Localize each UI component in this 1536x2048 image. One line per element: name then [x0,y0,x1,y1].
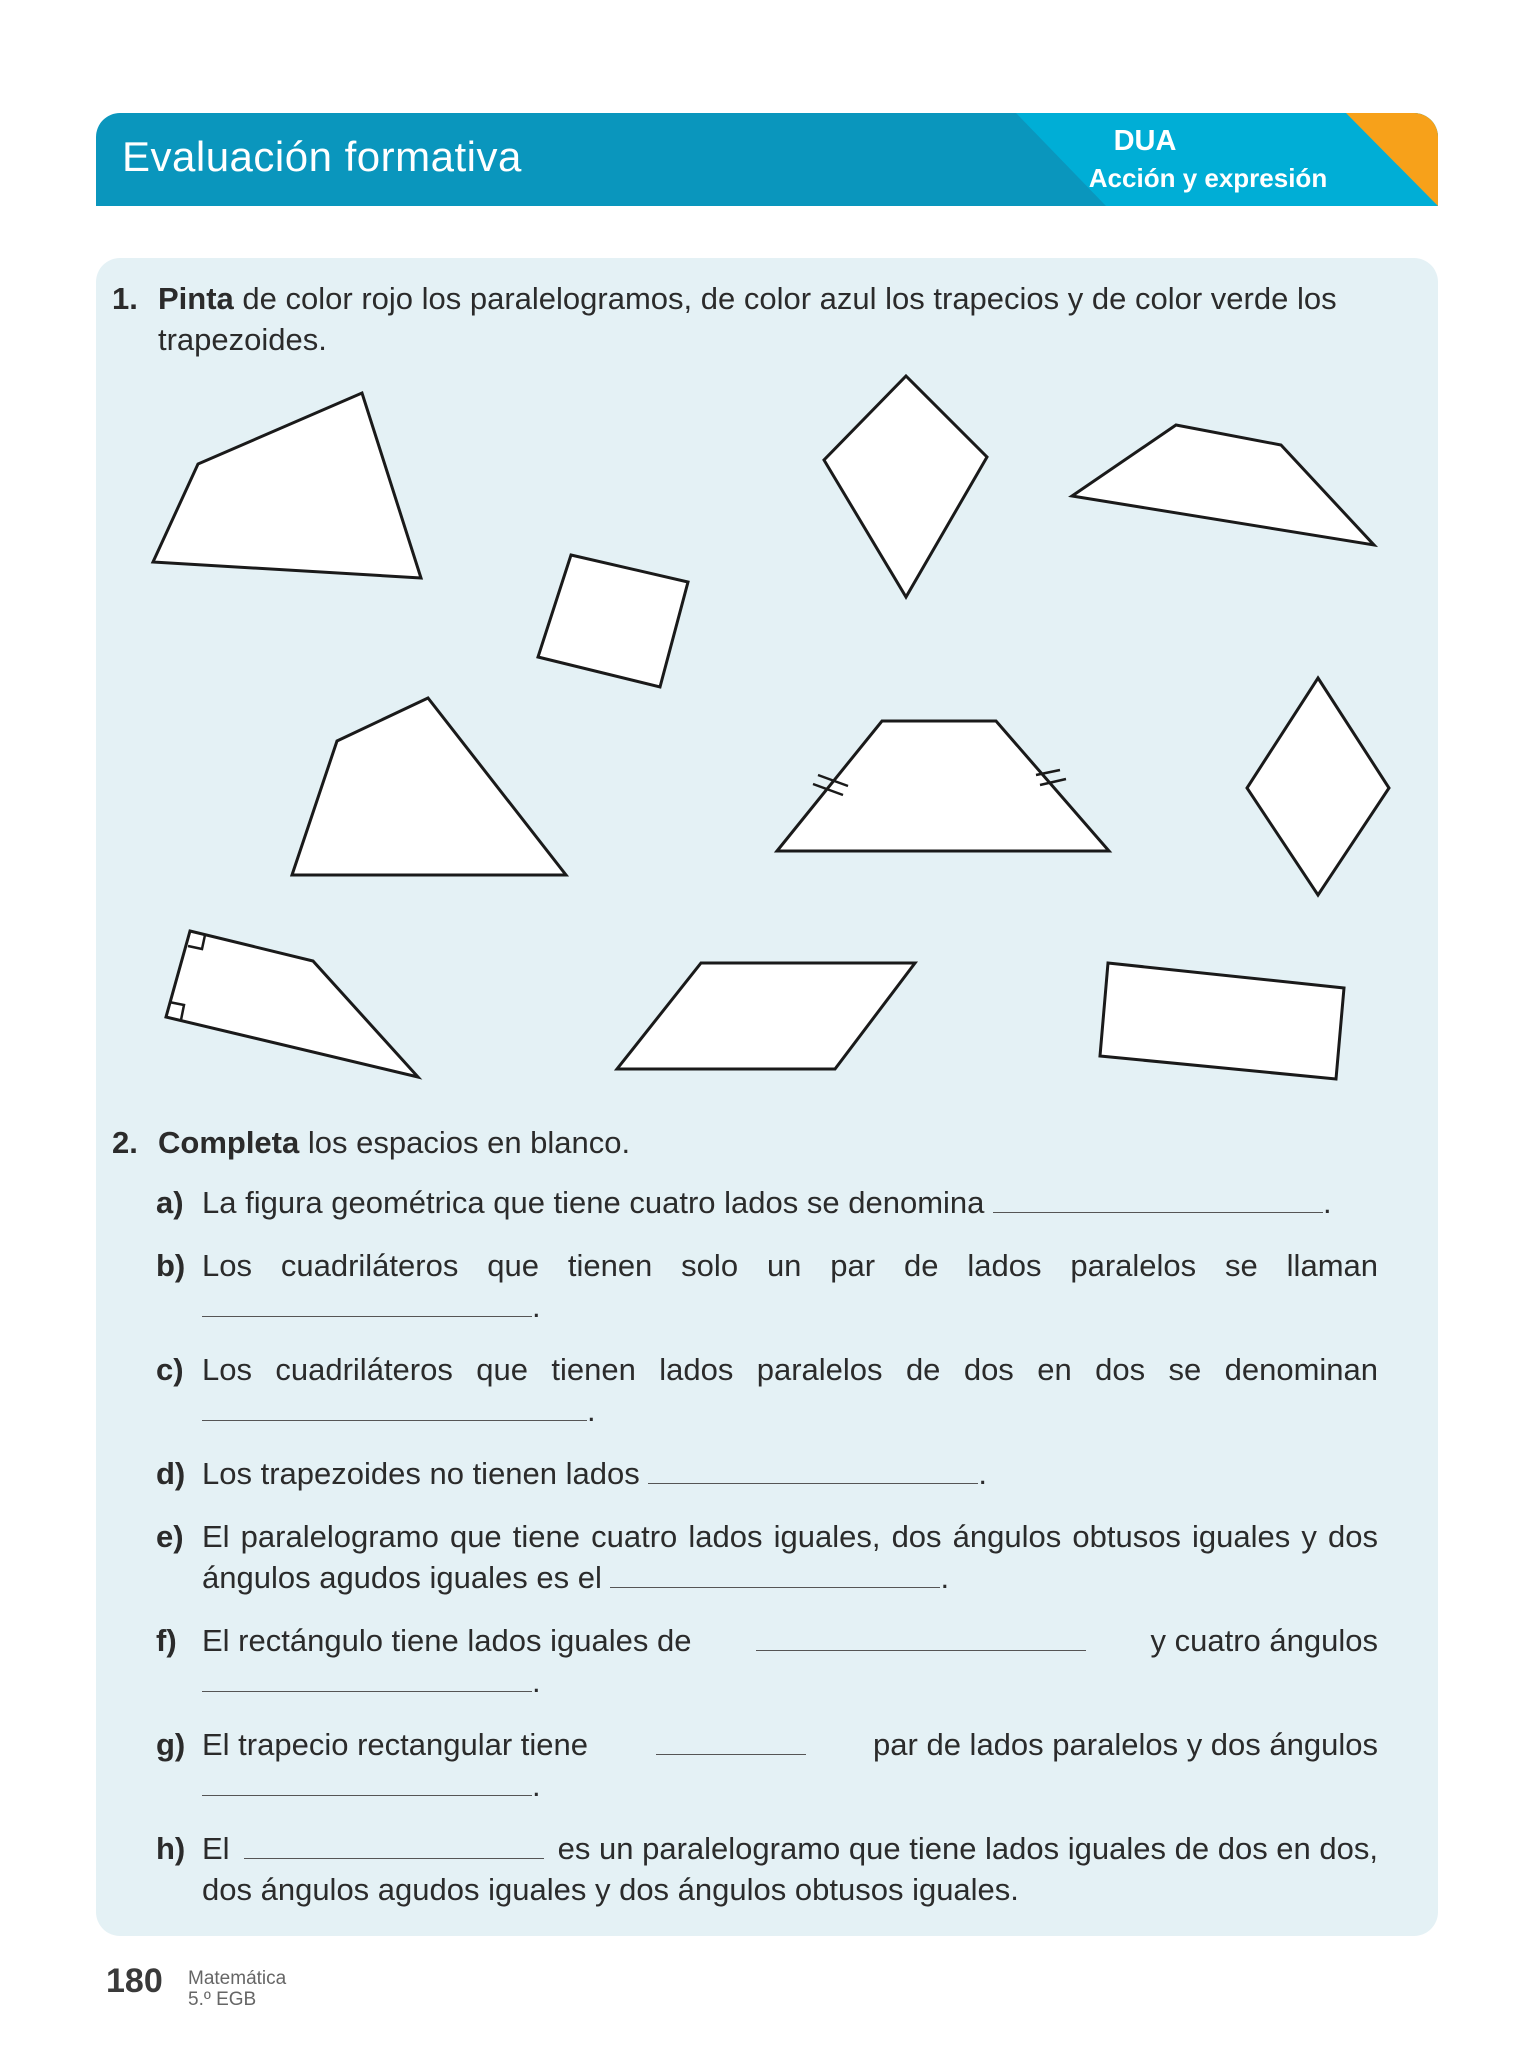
item-h-text-2: es un paralelogramo que tiene lados iguales de dos en dos, [557,1831,1378,1866]
answer-a-blank[interactable] [993,1182,1323,1213]
shape-parallelogram[interactable] [617,963,915,1069]
answer-f-blank-1[interactable] [756,1620,1086,1651]
answer-d-blank[interactable] [648,1453,978,1484]
shape-rhombus[interactable] [1247,678,1389,895]
item-e [156,1516,1378,1598]
item-h [156,1828,1378,1910]
answer-h-blank[interactable] [244,1828,544,1859]
shape-rectangle[interactable] [1100,963,1344,1079]
item-g-text-2: par de lados paralelos y dos ángulos [873,1727,1378,1762]
item-b-text: Los cuadriláteros que tienen solo un par de lados paralelos se llaman [202,1248,1378,1283]
shape-right-trapezium[interactable] [166,931,418,1077]
grade-level: 5.º EGB [188,1989,257,2010]
shape-isosceles-trapezium[interactable] [777,721,1109,851]
item-c [156,1349,1378,1431]
item-g-end: . [532,1768,541,1803]
page-number: 180 [106,1962,163,2000]
item-a-label: a) [156,1185,184,1220]
question-1-text: de color rojo los paralelogramos, de color azul los trapecios y de color verde los trapezoides. [158,281,1337,357]
item-g-text: El trapecio rectangular tiene [202,1727,589,1762]
item-f-text-2: y cuatro ángulos [1150,1623,1378,1658]
item-a [156,1182,1378,1223]
item-c-end: . [587,1393,596,1428]
item-a-end: . [1323,1185,1332,1220]
shape-kite[interactable] [824,376,987,597]
dua-label: DUA [1113,125,1177,157]
item-c-label: c) [156,1352,184,1387]
item-e-end: . [940,1560,950,1595]
shape-trapezium-obtuse[interactable] [1072,425,1374,545]
item-d-end: . [978,1456,988,1491]
answer-e-blank[interactable] [610,1557,940,1588]
answer-b-blank[interactable] [202,1286,532,1317]
answer-g-blank-2[interactable] [202,1765,532,1796]
item-h-text-3: dos ángulos agudos iguales y dos ángulos obtusos iguales. [202,1872,1019,1907]
item-a-text: La figura geométrica que tiene cuatro lados se denomina [202,1185,985,1220]
item-f [156,1620,1378,1702]
answer-f-blank-2[interactable] [202,1661,532,1692]
question-2-verb: Completa [158,1125,300,1160]
question-2-text: los espacios en blanco. [307,1125,631,1160]
item-d-text: Los trapezoides no tienen lados [202,1456,640,1491]
answer-g-blank-1[interactable] [656,1724,806,1755]
answer-c-blank[interactable] [202,1390,587,1421]
dua-subtitle: Acción y expresión [1088,163,1328,193]
item-g-label: g) [156,1727,186,1762]
item-c-text: Los cuadriláteros que tienen lados paralelos de dos en dos se denominan [202,1352,1378,1387]
item-f-text: El rectángulo tiene lados iguales de [202,1623,692,1658]
shape-square[interactable] [538,555,688,687]
item-b-end: . [532,1289,541,1324]
item-f-end: . [532,1664,541,1699]
item-d-label: d) [156,1456,186,1491]
item-h-text: El [202,1831,230,1866]
item-b [156,1245,1378,1327]
question-1-number: 1. [112,281,138,316]
question-2-number: 2. [112,1125,138,1160]
shape-trapezoid-2[interactable] [292,698,566,875]
subject-name: Matemática [188,1968,287,1989]
item-e-text: El paralelogramo que tiene cuatro lados iguales, dos ángulos obtusos iguales y dos [202,1519,1378,1554]
item-e-text-2: ángulos agudos iguales es el [202,1560,602,1595]
item-d [156,1453,1378,1494]
item-g [156,1724,1378,1806]
footer-subject [188,1968,286,2010]
question-1-verb: Pinta [158,281,234,316]
item-b-label: b) [156,1248,186,1283]
item-e-label: e) [156,1519,184,1554]
shape-trapezoid-1[interactable] [153,393,421,578]
item-f-label: f) [156,1623,177,1658]
section-title: Evaluación formativa [122,133,522,180]
item-h-label: h) [156,1831,186,1866]
